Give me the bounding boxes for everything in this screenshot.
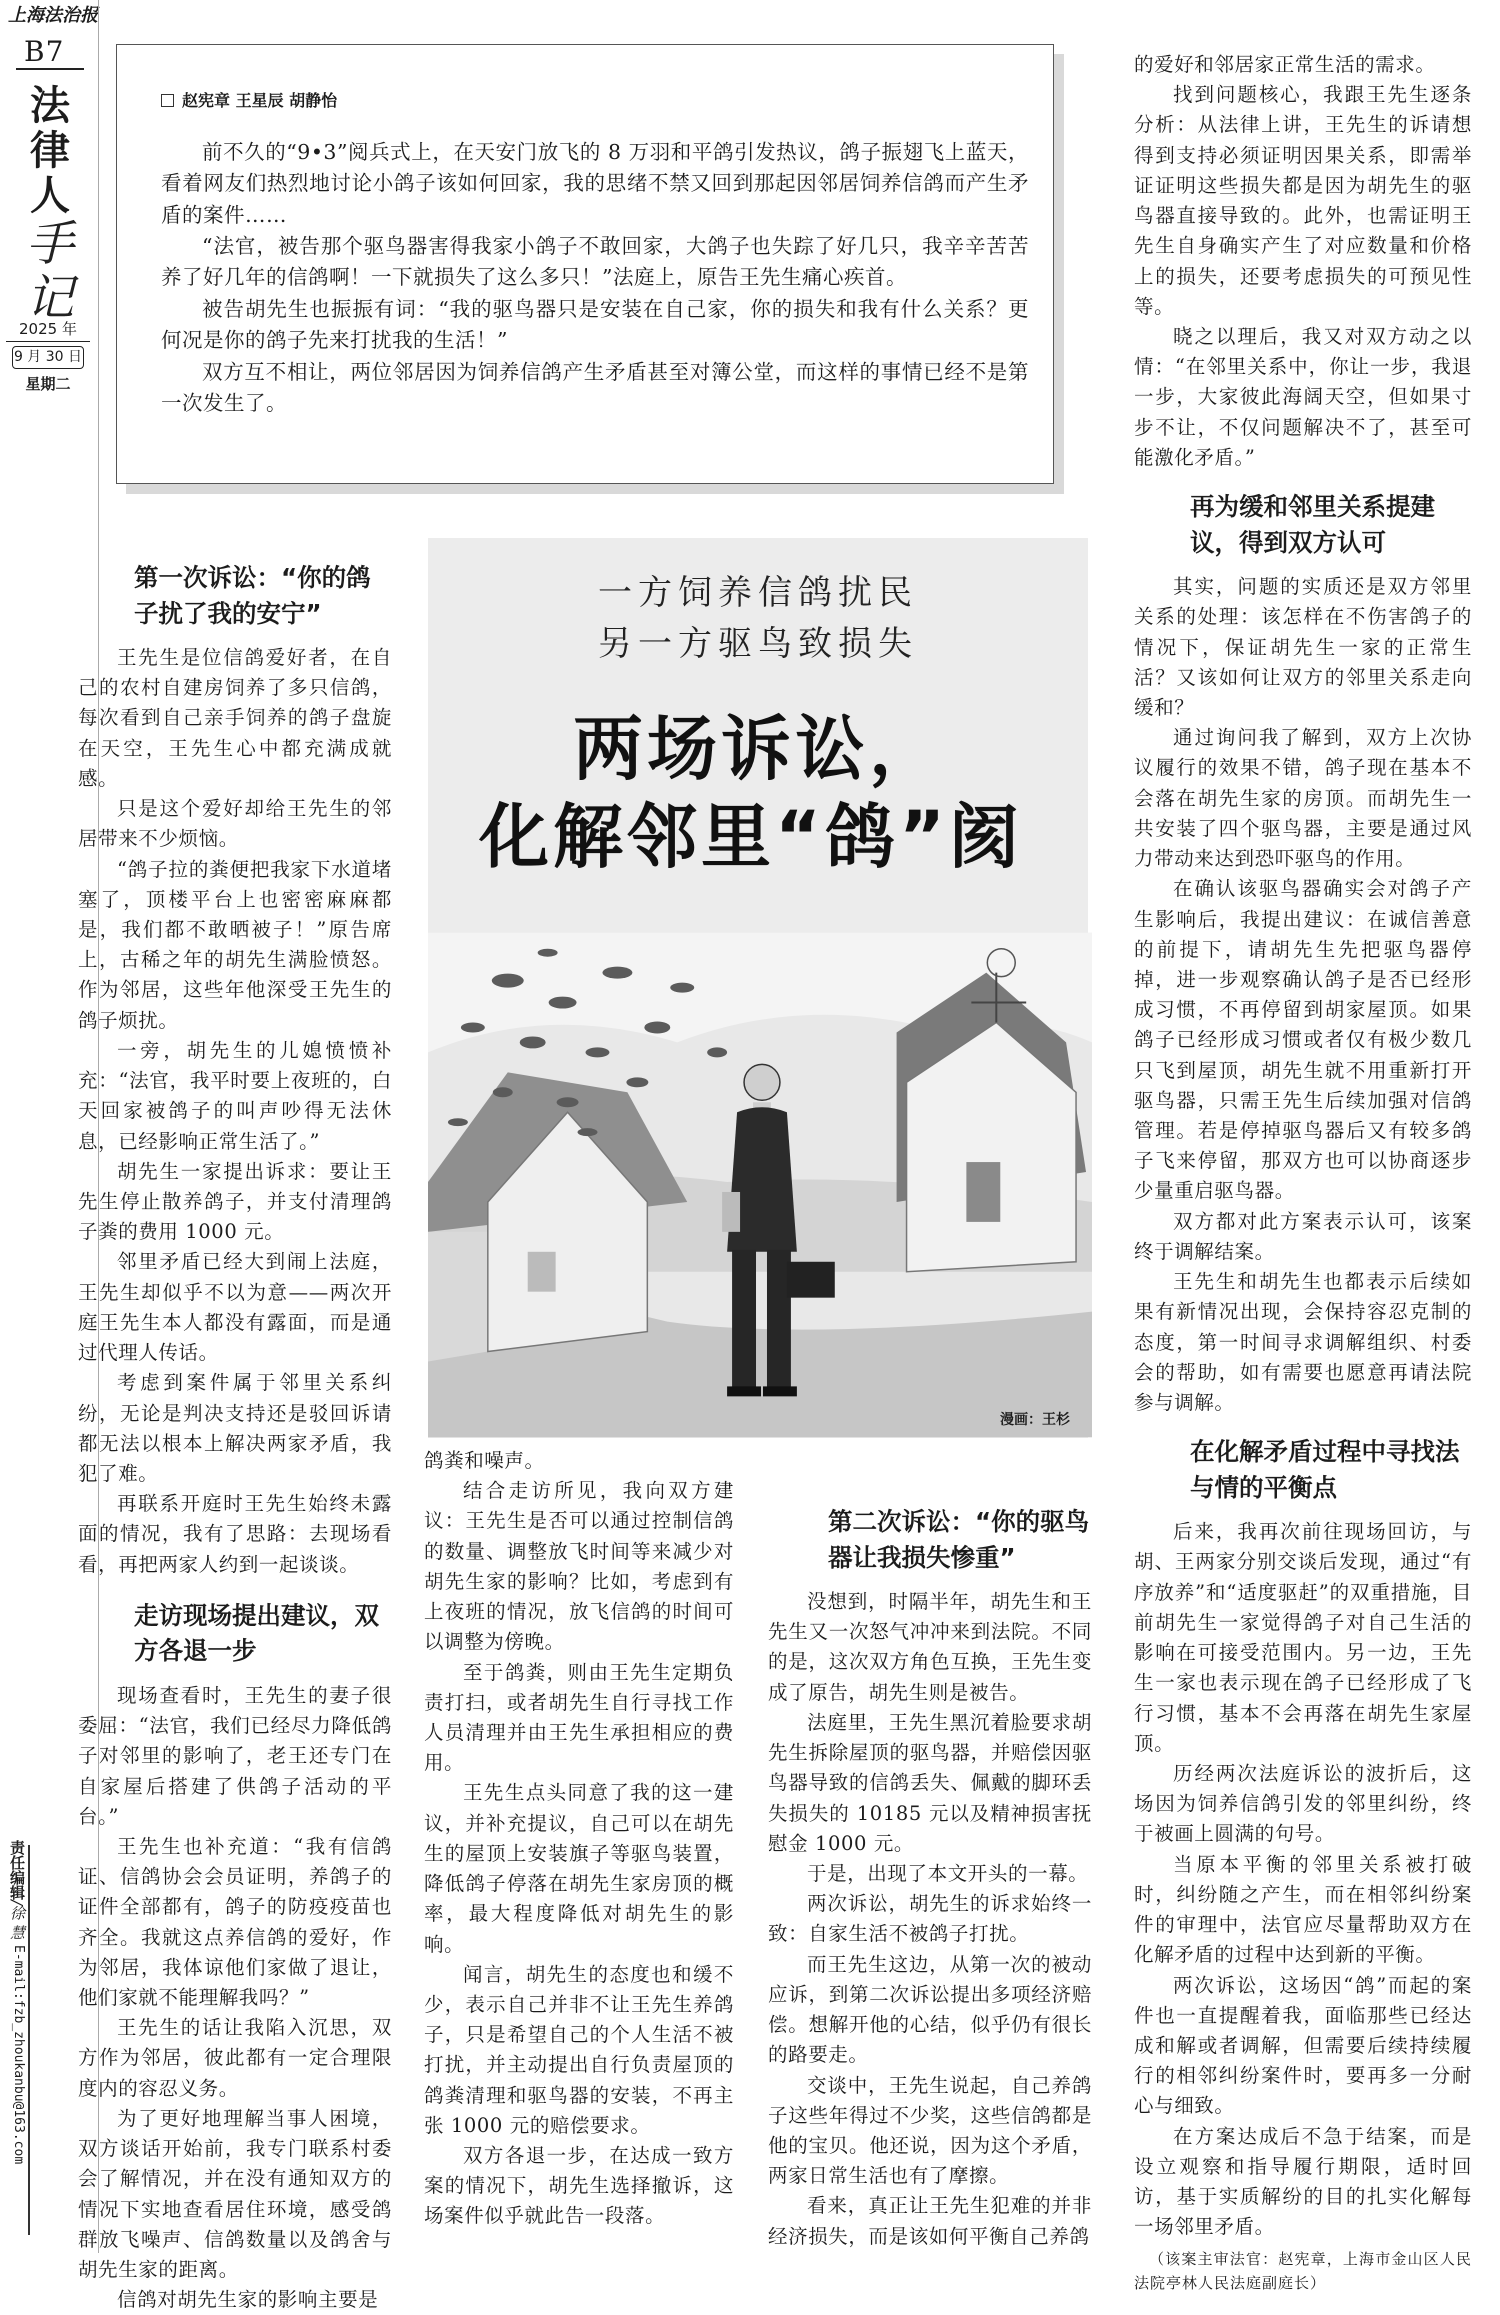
paragraph: “鸽子拉的粪便把我家下水道堵塞了，顶楼平台上也密密麻麻都是，我们都不敢晒被子！”原告席上，古稀之年的胡先生满脸愤怒。作为邻居，这些年他深受王先生的鸽子烦扰。 xyxy=(78,857,392,1032)
byline xyxy=(161,89,337,114)
paragraph: 再联系开庭时王先生始终未露面的情况，我有了思路：去现场看看，再把两家人约到一起谈谈。 xyxy=(78,1492,392,1576)
column-hand-char: 记 xyxy=(25,270,74,327)
paragraph: 两次诉讼，这场因“鸽”而起的案件也一直提醒着我，面临那些已经达成和解或者调解，但需要后续持续履行的相邻纠纷案件时，要再多一分耐心与细致。 xyxy=(1134,1973,1472,2118)
paragraph: 双方各退一步，在达成一致方案的情况下，胡先生选择撤诉，这场案件似乎就此告一段落。 xyxy=(424,2144,734,2228)
column-hand-char: 手 xyxy=(25,216,74,273)
section-heading: 走访现场提出建议，双方各退一步 xyxy=(134,1600,379,1666)
date-year: 2025 年 xyxy=(6,318,90,342)
paragraph: 鸽粪和噪声。 xyxy=(424,1449,545,1472)
page-number: B7 xyxy=(24,35,65,68)
paragraph: 为了更好地理解当事人困境，双方谈话开始前，我专门联系村委会了解情况，并在没有通知双方的情况下实地查看居住环境，感受鸽群放飞噪声、信鸽数量以及鸽舍与胡先生家的距离。 xyxy=(78,2106,392,2281)
lead-paragraph: 被告胡先生也振振有词：“我的驱鸟器只是安装在自己家，你的损失和我有什么关系？更何况是你的鸽子先来打扰我的生活！” xyxy=(161,296,1029,353)
paragraph: 王先生点头同意了我的这一建议，并补充提议，自己可以在胡先生的屋顶上安装旗子等驱鸟装置，降低鸽子停落在胡先生家房顶的概率，最大程度降低对胡先生的影响。 xyxy=(424,1781,734,1956)
section-heading: 在化解矛盾过程中寻找法与情的平衡点 xyxy=(1190,1437,1460,1502)
paragraph: 看来，真正让王先生犯难的并非经济损失，而是该如何平衡自己养鸽 xyxy=(768,2194,1092,2248)
paragraph: 至于鸽粪，则由王先生定期负责打扫，或者胡先生自行寻找工作人员清理并由王先生承担相应的费用。 xyxy=(424,1660,734,1775)
paragraph: 王先生的话让我陷入沉思，双方作为邻居，彼此都有一定合理限度内的容忍义务。 xyxy=(78,2016,392,2100)
paragraph: 在确认该驱鸟器确实会对鸽子产生影响后，我提出建议：在诚信善意的前提下，请胡先生先把驱鸟器停掉，进一步观察确认鸽子是否已经形成习惯，不再停留到胡家屋顶。如果鸽子已经形成习惯或者仅有极少数几只飞到屋顶，胡先生就不用重新打开驱鸟器，只需王先生后续加强对信鸽管理。若是停掉驱鸟器后又有较多鸽子飞来停留，那双方也可以协商逐步少量重启驱鸟器。 xyxy=(1134,877,1472,1203)
lead-paragraph: 前不久的“9•3”阅兵式上，在天安门放飞的 8 万羽和平鸽引发热议，鸽子振翅飞上蓝天，看着网友们热烈地讨论小鸽子该如何回家，我的思绪不禁又回到那起因邻居饲养信鸽而产生矛盾的案件…… xyxy=(161,140,1029,227)
paragraph: 没想到，时隔半年，胡先生和王先生又一次怒气冲冲来到法院。不同的是，这次双方角色互换，王先生变成了原告，胡先生则是被告。 xyxy=(768,1590,1092,1704)
kicker xyxy=(428,568,1088,670)
kicker-line: 另一方驱鸟致损失 xyxy=(598,624,918,664)
paragraph: 其实，问题的实质还是双方邻里关系的处理：该怎样在不伤害鸽子的情况下，保证胡先生一家的正常生活？又该如何让双方的邻里关系走向缓和？ xyxy=(1134,575,1472,719)
date-block xyxy=(6,318,90,395)
title-line: 化解邻里“鸽”阂 xyxy=(478,795,1023,878)
column-1 xyxy=(78,552,392,2315)
paragraph: 交谈中，王先生说起，自己养鸽子这些年得过不少奖，这些信鸽都是他的宝贝。他还说，因为这个矛盾，两家日常生活也有了摩擦。 xyxy=(768,2073,1092,2188)
lead-paragraph: 双方互不相让，两位邻居因为饲养信鸽产生矛盾甚至对簿公堂，而这样的事情已经不是第一次发生了。 xyxy=(161,359,1029,415)
column-char: 法 xyxy=(30,83,70,129)
paragraph: 双方都对此方案表示认可，该案终于调解结案。 xyxy=(1134,1209,1472,1263)
title-line: 两场诉讼， xyxy=(573,708,943,790)
paragraph: 后来，我再次前往现场回访，与胡、王两家分别交谈后发现，通过“有序放养”和“适度驱赶”的双重措施，目前胡先生一家觉得鸽子对自己生活的影响在可接受范围内。另一边，王先生一家也表示现在鸽子已经形成了飞行习惯，基本不会再落在胡先生家屋顶。 xyxy=(1134,1520,1472,1755)
paragraph: 在方案达成后不急于结案，而是设立观察和指导履行期限，适时回访，基于实质解纷的目的扎实化解每一场邻里矛盾。 xyxy=(1134,2124,1472,2239)
paragraph: 只是这个爱好却给王先生的邻居带来不少烦恼。 xyxy=(78,797,392,851)
paragraph: 晓之以理后，我又对双方动之以情：“在邻里关系中，你让一步，我退一步，大家彼此海阔天空，但如果寸步不让，不仅问题解决不了，甚至可能激化矛盾。” xyxy=(1134,324,1472,469)
column-name xyxy=(22,84,78,326)
paragraph: 王先生和胡先生也都表示后续如果有新情况出现，会保持容忍克制的态度，第一时间寻求调解组织、村委会的帮助，如有需要也愿意再请法院参与调解。 xyxy=(1134,1270,1472,1414)
column-3 xyxy=(768,1496,1092,2252)
divider xyxy=(28,1845,30,2235)
lead-paragraph: “法官，被告那个驱鸟器害得我家小鸽子不敢回家，大鸽子也失踪了好几只，我辛辛苦苦养了好几年的信鸽啊！一下就损失了这么多只！”法庭上，原告王先生痛心疾首。 xyxy=(161,234,1029,290)
paragraph: 历经两次法庭诉讼的波折后，这场因为饲养信鸽引发的邻里纠纷，终于被画上圆满的句号。 xyxy=(1134,1762,1472,1846)
column-char: 律 xyxy=(30,127,70,174)
editor-name: /徐 慧 xyxy=(8,1900,26,1940)
paragraph: 结合走访所见，我向双方建议：王先生是否可以通过控制信鸽的数量、调整放飞时间等来减少对胡先生家的影响？比如，考虑到有上夜班的情况，放飞信鸽的时间可以调整为傍晚。 xyxy=(424,1479,734,1654)
paragraph: 于是，出现了本文开头的一幕。 xyxy=(807,1862,1089,1885)
column-char: 人 xyxy=(30,172,70,219)
paragraph: 闻言，胡先生的态度也和缓不少，表示自己并非不让王先生养鸽子，只是希望自己的个人生活不被打扰，并主动提出自行负责屋顶的鸽粪清理和驱鸟器的安装，不再主张 1000 元的赔偿要求。 xyxy=(424,1962,734,2137)
paragraph: 胡先生一家提出诉求：要让王先生停止散养鸽子，并支付清理鸽子粪的费用 1000 元。 xyxy=(78,1159,392,1244)
lead-text xyxy=(161,137,1029,419)
section-heading: 第一次诉讼：“你的鸽子扰了我的安宁” xyxy=(134,563,371,628)
illustration-credit: 漫画：王杉 xyxy=(1000,1412,1070,1428)
masthead-logo: 上海法治报 xyxy=(8,5,98,26)
paragraph: 邻里矛盾已经大到闹上法庭，王先生却似乎不以为意——两次开庭王先生本人都没有露面，而是通过代理人传话。 xyxy=(78,1250,392,1365)
paragraph: 而王先生这边，从第一次的被动应诉，到第二次诉讼提出多项经济赔偿。想解开他的心结，似乎仍有很长的路要走。 xyxy=(768,1952,1092,2067)
paragraph: 当原本平衡的邻里关系被打破时，纠纷随之产生，而在相邻纠纷案件的审理中，法官应尽量帮助双方在化解矛盾的过程中达到新的平衡。 xyxy=(1134,1852,1472,1967)
column-4 xyxy=(1134,50,1472,2296)
paragraph: 信鸽对胡先生家的影响主要是 xyxy=(117,2288,379,2312)
column-2 xyxy=(424,1446,734,2232)
paragraph: 王先生是位信鸽爱好者，在自己的农村自建房饲养了多只信鸽，每次看到自己亲手饲养的鸽子盘旋在天空，王先生心中都充满成就感。 xyxy=(78,646,392,790)
paragraph: 考虑到案件属于邻里关系纠纷，无论是判决支持还是驳回诉请都无法以根本上解决两家矛盾，我犯了难。 xyxy=(78,1371,392,1485)
lead-box xyxy=(116,44,1054,484)
pigeon-illustration xyxy=(428,932,1094,1438)
editor-credit xyxy=(4,1840,28,1940)
editor-label: 责任编辑 xyxy=(8,1840,26,1900)
authors: 赵宪章 王星辰 胡静怡 xyxy=(182,91,338,110)
divider xyxy=(16,68,84,70)
judge-note: （该案主审法官：赵宪章，上海市金山区人民法院亭林人民法庭副庭长） xyxy=(1134,2249,1472,2293)
square-icon xyxy=(161,94,174,107)
paragraph: 的爱好和邻居家正常生活的需求。 xyxy=(1134,53,1436,76)
paragraph: 现场查看时，王先生的妻子很委屈：“法官，我们已经尽力降低鸽子对邻里的影响了，老王还专门在自家屋后搭建了供鸽子活动的平台。” xyxy=(78,1683,392,1828)
paragraph: 两次诉讼，胡先生的诉求始终一致：自家生活不被鸽子打扰。 xyxy=(768,1892,1092,1946)
paragraph: 一旁，胡先生的儿媳愤愤补充：“法官，我平时要上夜班的，白天回家被鸽子的叫声吵得无法休息，已经影响正常生活了。” xyxy=(78,1038,392,1153)
paragraph: 法庭里，王先生黑沉着脸要求胡先生拆除屋顶的驱鸟器，并赔偿因驱鸟器导致的信鸽丢失、佩戴的脚环丢失损失的 10185 元以及精神损害抚慰金 1000 元。 xyxy=(768,1710,1092,1855)
kicker-line: 一方饲养信鸽扰民 xyxy=(598,573,918,613)
weekday: 星期二 xyxy=(25,374,71,393)
paragraph: 通过询问我了解到，双方上次协议履行的效果不错，鸽子现在基本不会落在胡先生家的房顶。而胡先生一共安装了四个驱鸟器，主要是通过风力带动来达到恐吓驱鸟的作用。 xyxy=(1134,726,1472,871)
main-title xyxy=(428,706,1088,881)
section-heading: 第二次诉讼：“你的驱鸟器让我损失惨重” xyxy=(828,1507,1090,1572)
paragraph: 找到问题核心，我跟王先生逐条分析：从法律上讲，王先生的诉请想得到支持必须证明因果关系，即需举证证明这些损失都是因为胡先生的驱鸟器直接导致的。此外，也需证明王先生自身确实产生了对应数量和价格上的损失，还要考虑损失的可预见性等。 xyxy=(1134,83,1472,318)
section-heading: 再为缓和邻里关系提建议，得到双方认可 xyxy=(1190,492,1435,557)
editor-email: E-mail:fzb_zhoukanbu@163.com xyxy=(11,1945,26,2165)
paragraph: 王先生也补充道：“我有信鸽证、信鸽协会会员证明，养鸽子的证件全部都有，鸽子的防疫疫苗也齐全。我就这点养信鸽的爱好，作为邻居，我体谅他们家做了退让，他们家就不能理解我吗？” xyxy=(78,1834,392,2010)
date-day: 9 月 30 日 xyxy=(12,346,84,369)
